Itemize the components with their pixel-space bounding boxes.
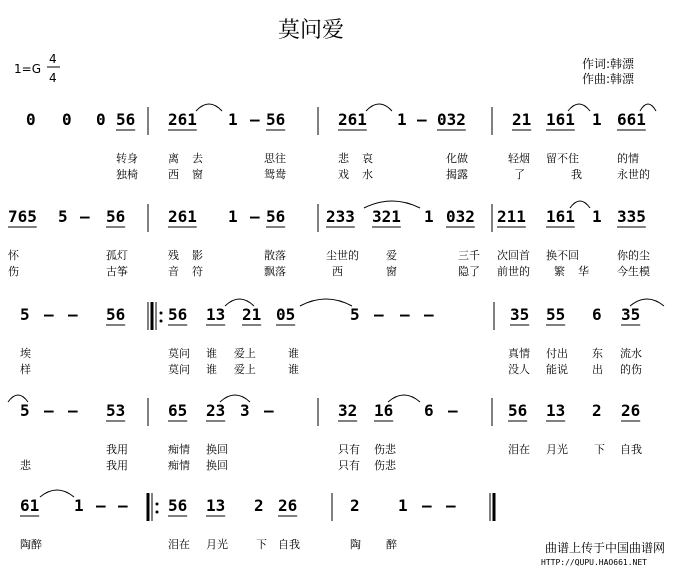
note: – xyxy=(446,496,456,515)
note: 1 xyxy=(592,207,602,226)
lyric-text: 前世的 xyxy=(497,265,530,278)
footer-site-url: HTTP://QUPU.HAO661.NET xyxy=(541,558,647,567)
lyric-text: 思往 xyxy=(264,152,286,165)
repeat-dot xyxy=(156,511,159,514)
lyric-text: 我 xyxy=(571,168,582,181)
lyric-text: 转身 xyxy=(116,152,138,165)
lyric-text: 月光 xyxy=(546,443,568,456)
note: 13 xyxy=(546,401,566,420)
note: – xyxy=(96,496,106,515)
note: 161 xyxy=(546,207,575,226)
note: – xyxy=(424,305,434,324)
lyric-text: 醉 xyxy=(386,538,397,551)
lyric-text: 的情 xyxy=(617,152,639,165)
note: 6 xyxy=(424,401,434,420)
note: 1 xyxy=(398,496,408,515)
lyric-text: 陶 xyxy=(350,538,361,551)
lyric-text: 影 xyxy=(192,249,203,262)
lyric-text: 换回 xyxy=(206,443,228,456)
note: 56 xyxy=(168,496,188,515)
lyric-text: 换回 xyxy=(206,459,228,472)
lyric-text: 陶醉 xyxy=(20,538,42,551)
lyric-text: 你的尘 xyxy=(617,249,650,262)
note: 233 xyxy=(326,207,355,226)
composer-credit: 作曲:韩漂 xyxy=(582,72,635,86)
note: 56 xyxy=(168,305,188,324)
song-title: 莫问爱 xyxy=(278,18,345,43)
note: – xyxy=(68,305,78,324)
note: 53 xyxy=(106,401,126,420)
score-row xyxy=(26,104,656,181)
lyric-text: 独椅 xyxy=(116,168,138,181)
lyric-text: 窗 xyxy=(386,265,397,278)
lyric-text: 没人 xyxy=(508,363,530,376)
lyric-text: 伤悲 xyxy=(374,443,396,456)
lyric-text: 样 xyxy=(20,363,31,376)
note: 21 xyxy=(512,110,532,129)
lyric-text: 悲 xyxy=(338,152,349,165)
note: 161 xyxy=(546,110,575,129)
lyric-text: 埃 xyxy=(20,347,31,360)
lyric-text: 窗 xyxy=(192,168,203,181)
note: 16 xyxy=(374,401,394,420)
lyric-text: 飘落 xyxy=(264,265,286,278)
lyric-text: 下 xyxy=(594,443,605,456)
note: 56 xyxy=(266,110,286,129)
lyric-text: 月光 xyxy=(206,538,228,551)
lyric-text: 伤悲 xyxy=(374,459,396,472)
score-row xyxy=(20,299,664,376)
repeat-dot xyxy=(156,503,159,506)
lyric-text: 西 xyxy=(168,168,179,181)
note: – xyxy=(68,401,78,420)
lyric-text: 只有 xyxy=(338,459,360,472)
note: – xyxy=(448,401,458,420)
slur-arc xyxy=(300,299,352,306)
note: – xyxy=(400,305,410,324)
note: 765 xyxy=(8,207,37,226)
lyric-text: 古筝 xyxy=(106,265,128,278)
time-signature-top: 4 xyxy=(49,52,57,66)
score-row xyxy=(8,201,650,278)
note: 13 xyxy=(206,496,226,515)
lyric-text: 三千 xyxy=(458,249,480,262)
note: 2 xyxy=(350,496,360,515)
note: 56 xyxy=(508,401,528,420)
lyric-text: 谁 xyxy=(288,347,299,360)
lyric-text: 留不住 xyxy=(546,152,579,165)
note: – xyxy=(118,496,128,515)
time-signature-bottom: 4 xyxy=(49,71,57,85)
note: 211 xyxy=(497,207,526,226)
lyricist-credit: 作词:韩漂 xyxy=(582,57,635,71)
lyric-text: 自我 xyxy=(278,538,300,551)
slur-arc xyxy=(196,104,222,111)
note: 0 xyxy=(26,110,36,129)
lyric-text: 流水 xyxy=(620,347,642,360)
lyric-text: 鸳鸯 xyxy=(264,168,286,181)
note: 0 xyxy=(96,110,106,129)
lyric-text: 了 xyxy=(514,168,525,181)
lyric-text: 爱 xyxy=(386,249,397,262)
lyric-text: 隐了 xyxy=(458,265,480,278)
repeat-dot xyxy=(160,320,163,323)
lyric-text: 痴情 xyxy=(168,443,190,456)
note: 261 xyxy=(168,110,197,129)
key-signature: 1=G xyxy=(14,62,41,76)
note: – xyxy=(422,496,432,515)
lyric-text: 谁 xyxy=(288,363,299,376)
note: 56 xyxy=(266,207,286,226)
note: 1 xyxy=(592,110,602,129)
note: 35 xyxy=(621,305,641,324)
slur-arc xyxy=(366,104,392,111)
note: 1 xyxy=(228,110,238,129)
note: 032 xyxy=(437,110,466,129)
note: 61 xyxy=(20,496,40,515)
footer-site-name: 曲谱上传于中国曲谱网 xyxy=(545,541,666,555)
note: 65 xyxy=(168,401,188,420)
note: 26 xyxy=(278,496,298,515)
lyric-text: 下 xyxy=(256,538,267,551)
note: 261 xyxy=(168,207,197,226)
note: 56 xyxy=(106,305,126,324)
lyric-text: 真情 xyxy=(508,347,530,360)
lyric-text: 永世的 xyxy=(617,168,650,181)
note: 21 xyxy=(242,305,262,324)
lyric-text: 爱上 xyxy=(234,363,256,376)
note: 56 xyxy=(116,110,136,129)
lyric-text: 谁 xyxy=(206,347,217,360)
note: 261 xyxy=(338,110,367,129)
lyric-text: 戏 xyxy=(338,168,349,181)
lyric-text: 付出 xyxy=(546,347,568,360)
lyric-text: 孤灯 xyxy=(106,249,128,262)
note: 2 xyxy=(592,401,602,420)
note: – xyxy=(250,110,260,129)
lyric-text: 尘世的 xyxy=(326,249,359,262)
lyric-text: 泪在 xyxy=(168,538,190,551)
note: 661 xyxy=(617,110,646,129)
note: – xyxy=(264,401,274,420)
note: 321 xyxy=(372,207,401,226)
note: 335 xyxy=(617,207,646,226)
lyric-text: 残 xyxy=(168,249,179,262)
lyric-text: 西 xyxy=(332,265,343,278)
score-row xyxy=(20,490,494,551)
slur-arc xyxy=(40,490,74,497)
note: 5 xyxy=(20,401,30,420)
lyric-text: 的伤 xyxy=(620,363,642,376)
lyric-text: 揭露 xyxy=(446,168,468,181)
note: 1 xyxy=(74,496,84,515)
lyric-text: 繁 xyxy=(554,265,565,278)
note: 0 xyxy=(62,110,72,129)
note: 23 xyxy=(206,401,226,420)
note: 5 xyxy=(350,305,360,324)
note: 2 xyxy=(254,496,264,515)
lyric-text: 莫问 xyxy=(168,347,190,360)
note: – xyxy=(80,207,90,226)
lyric-text: 悲 xyxy=(20,459,31,472)
lyric-text: 我用 xyxy=(106,459,128,472)
note: 05 xyxy=(276,305,296,324)
lyric-text: 谁 xyxy=(206,363,217,376)
lyric-text: 自我 xyxy=(620,443,642,456)
note: 26 xyxy=(621,401,641,420)
note: 13 xyxy=(206,305,226,324)
lyric-text: 爱上 xyxy=(234,347,256,360)
note: – xyxy=(417,110,427,129)
note: – xyxy=(44,401,54,420)
note: 32 xyxy=(338,401,358,420)
lyric-text: 泪在 xyxy=(508,443,530,456)
lyric-text: 次回首 xyxy=(497,249,530,262)
note: 3 xyxy=(240,401,250,420)
lyric-text: 怀 xyxy=(8,249,19,262)
lyric-text: 我用 xyxy=(106,443,128,456)
score-row xyxy=(8,395,642,472)
note: 55 xyxy=(546,305,566,324)
lyric-text: 换不回 xyxy=(546,249,579,262)
lyric-text: 莫问 xyxy=(168,363,190,376)
lyric-text: 轻烟 xyxy=(508,152,530,165)
lyric-text: 化做 xyxy=(446,152,468,165)
lyric-text: 符 xyxy=(192,265,203,278)
score-rows xyxy=(8,104,664,551)
lyric-text: 痴情 xyxy=(168,459,190,472)
repeat-dot xyxy=(160,312,163,315)
lyric-text: 水 xyxy=(362,168,373,181)
lyric-text: 华 xyxy=(578,265,589,278)
note: 1 xyxy=(397,110,407,129)
note: 1 xyxy=(228,207,238,226)
lyric-text: 散落 xyxy=(264,249,286,262)
lyric-text: 去 xyxy=(192,152,203,165)
lyric-text: 离 xyxy=(168,152,179,165)
lyric-text: 哀 xyxy=(362,152,373,165)
lyric-text: 能说 xyxy=(546,363,568,376)
note: 5 xyxy=(58,207,68,226)
note: 1 xyxy=(424,207,434,226)
lyric-text: 伤 xyxy=(8,265,19,278)
lyric-text: 音 xyxy=(168,265,179,278)
note: 032 xyxy=(446,207,475,226)
lyric-text: 出 xyxy=(592,363,603,376)
lyric-text: 今生模 xyxy=(617,265,650,278)
lyric-text: 东 xyxy=(592,347,603,360)
note: 6 xyxy=(592,305,602,324)
note: 5 xyxy=(20,305,30,324)
note: – xyxy=(250,207,260,226)
note: – xyxy=(374,305,384,324)
note: 35 xyxy=(510,305,530,324)
lyric-text: 只有 xyxy=(338,443,360,456)
note: – xyxy=(44,305,54,324)
note: 56 xyxy=(106,207,126,226)
